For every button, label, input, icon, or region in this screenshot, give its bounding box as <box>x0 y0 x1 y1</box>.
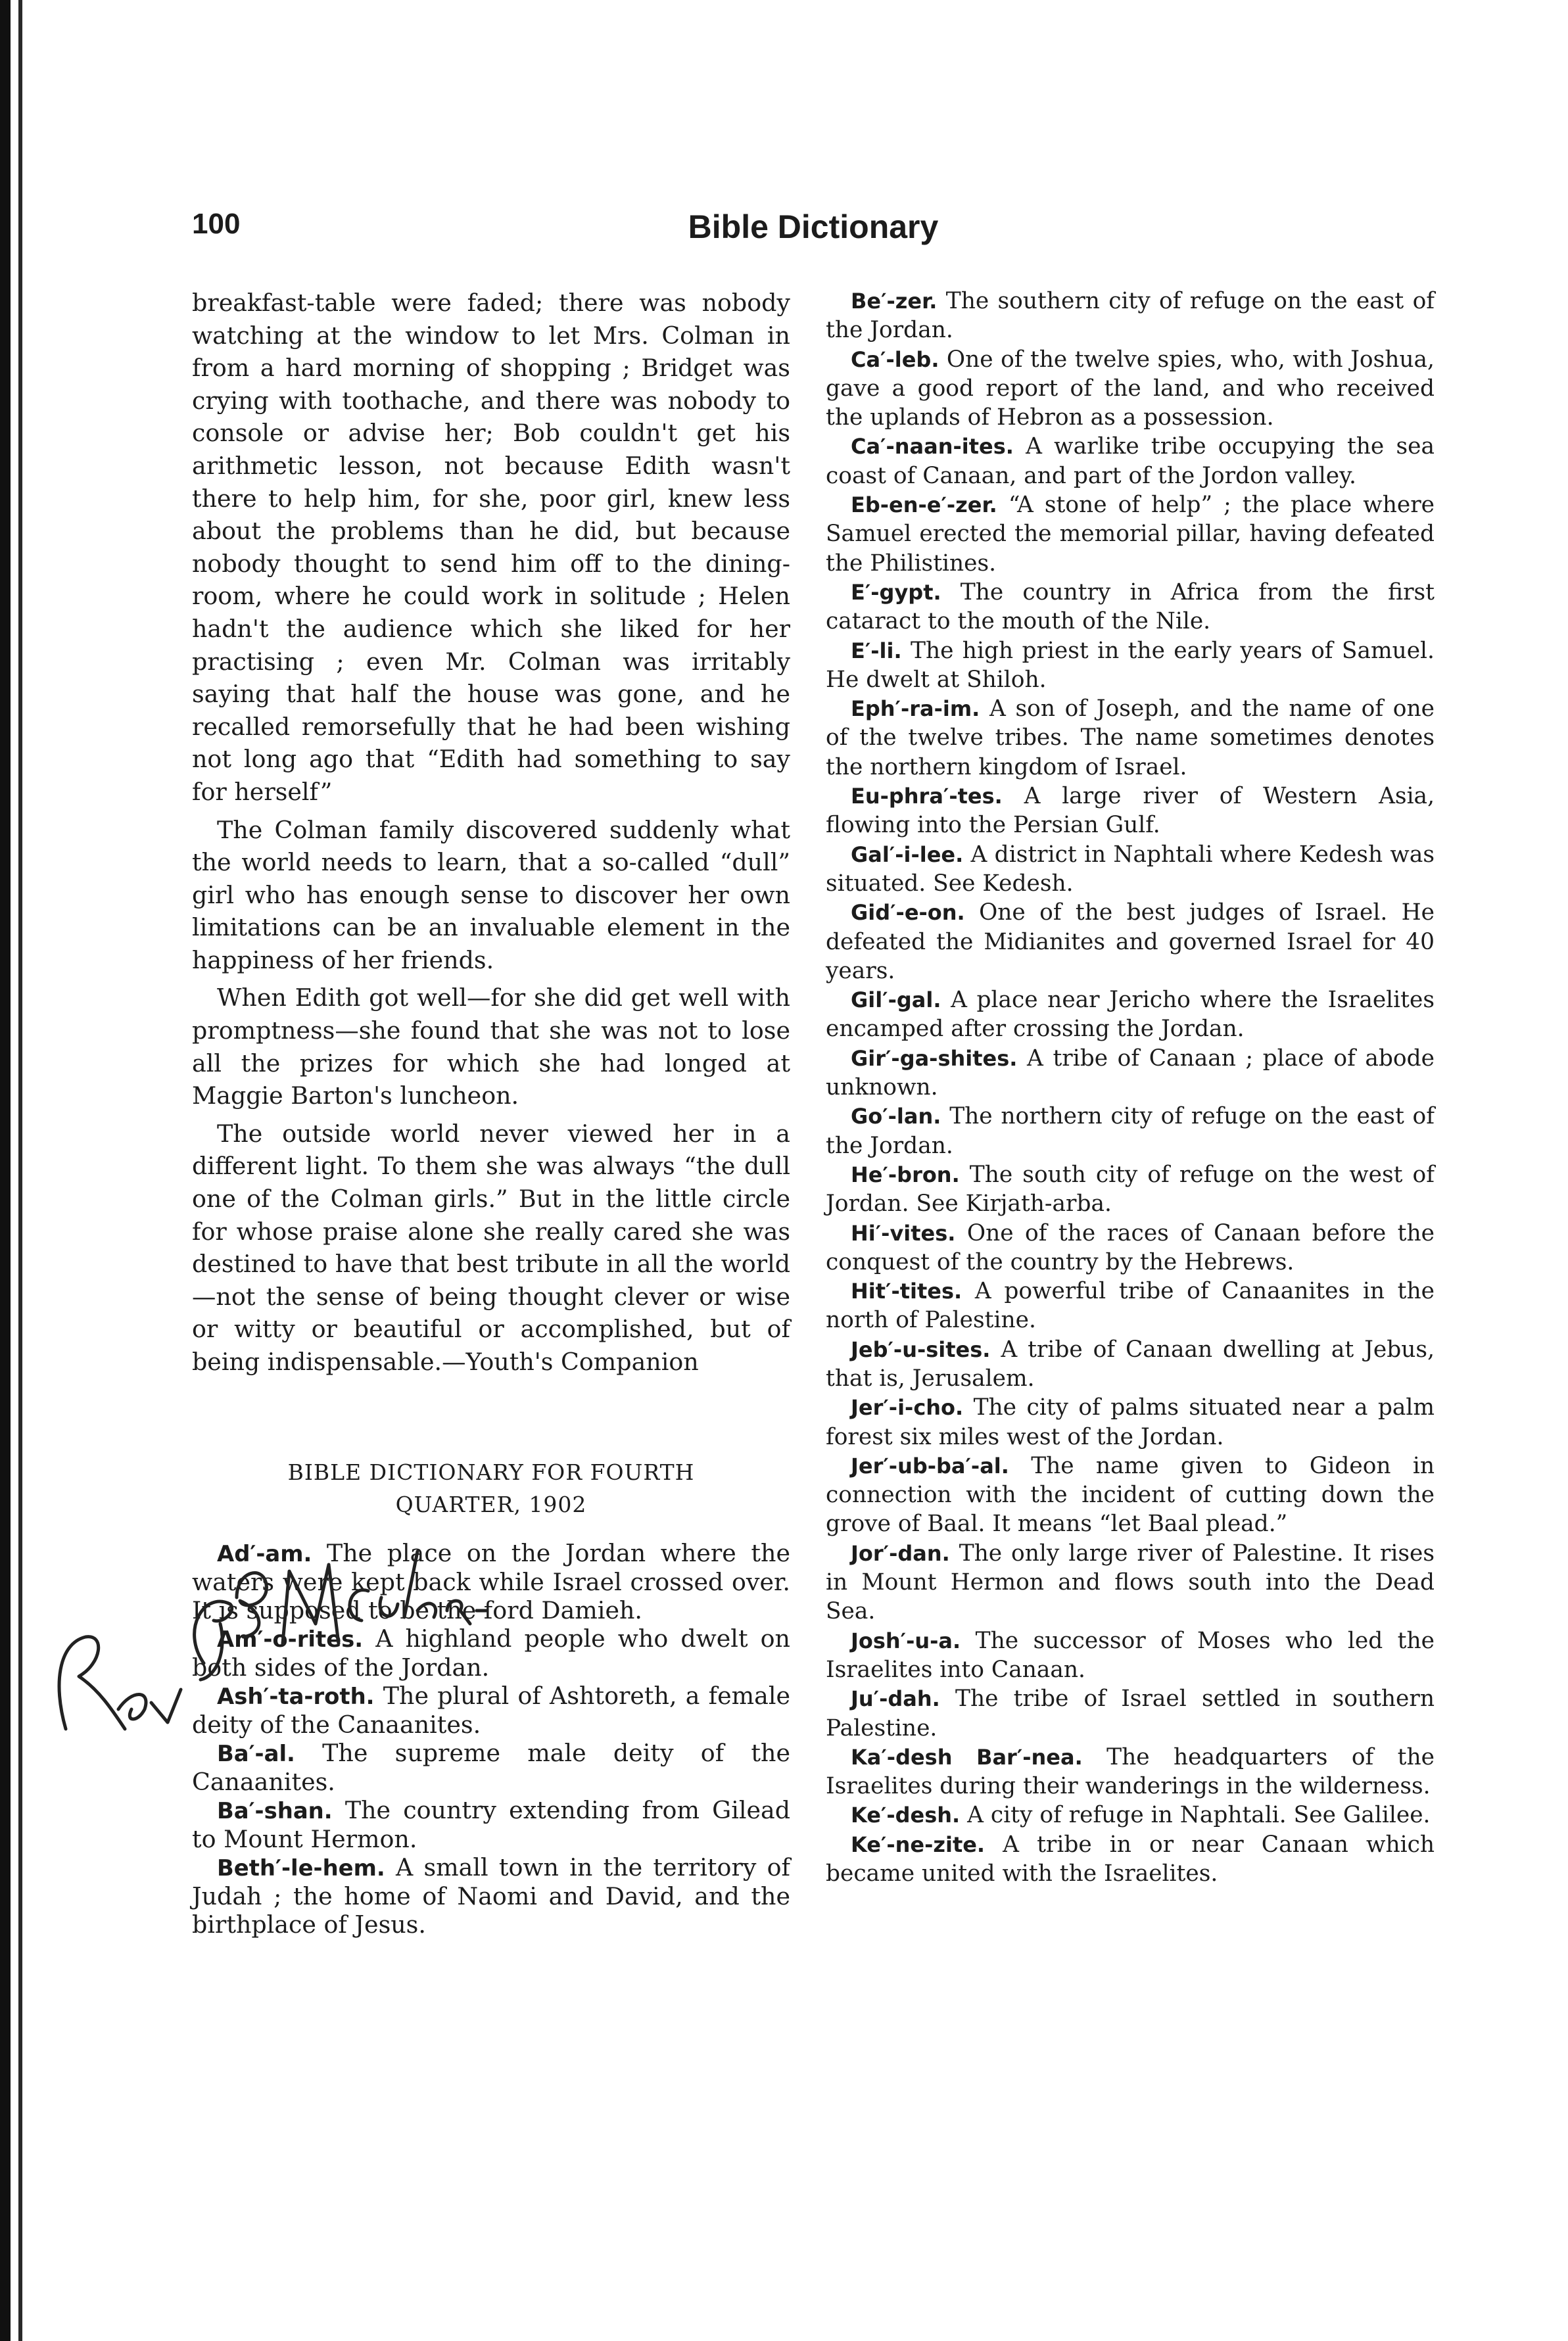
entry-definition: A place near Jericho where the Israelites encamped after crossing the Jordan. <box>826 987 1435 1043</box>
entry-term: Ke′-ne-zite. <box>851 1832 986 1857</box>
dictionary-entry <box>826 985 1435 1044</box>
handwritten-signature <box>39 1512 513 1749</box>
entry-term: Beth′-le-hem. <box>217 1855 385 1881</box>
dictionary-entry <box>826 840 1435 899</box>
entry-term: Gal′-i-lee. <box>851 841 964 867</box>
dictionary-heading-line-2: QUARTER, 1902 <box>395 1491 587 1517</box>
entry-term: Ka′-desh Bar′-nea. <box>851 1744 1083 1770</box>
dictionary-entries-right <box>826 287 1435 1888</box>
running-title: Bible Dictionary <box>688 208 939 245</box>
dictionary-entry <box>826 1539 1435 1626</box>
entry-term: Eu-phra′-tes. <box>851 784 1003 809</box>
entry-term: Josh′-u-a. <box>851 1628 961 1653</box>
entry-term: Jer′-i-cho. <box>851 1395 964 1421</box>
dictionary-entry <box>826 578 1435 636</box>
entry-definition: A city of refuge in Naphtali. See Galilee. <box>967 1802 1431 1829</box>
dictionary-entry <box>826 636 1435 695</box>
dictionary-entry <box>826 1743 1435 1801</box>
entry-definition: The high priest in the early years of Samuel. He dwelt at Shiloh. <box>826 637 1435 693</box>
entry-term: Ju′-dah. <box>851 1686 940 1712</box>
entry-definition: The southern city of refuge on the east of the Jordan. <box>826 288 1435 344</box>
entry-definition: The northern city of refuge on the east of the Jordan. <box>826 1103 1435 1159</box>
entry-term: Ba′-al. <box>217 1740 295 1766</box>
page-header <box>192 208 1435 254</box>
dictionary-entry <box>192 1853 790 1939</box>
entry-definition: A powerful tribe of Canaanites in the north of Palestine. <box>826 1278 1435 1334</box>
entry-definition: A tribe in or near Canaan which became united with the Israelites. <box>826 1831 1435 1887</box>
entry-term: Hit′-tites. <box>851 1279 962 1304</box>
story-paragraph: The Colman family discovered suddenly what the world needs to learn, that a so-called “dull” girl who has enough sense to discover her own limitations can be an invaluable element in the happiness of her friends. <box>192 815 790 974</box>
entry-definition: A warlike tribe occupying the sea coast of Canaan, and part of the Jordon valley. <box>826 433 1435 489</box>
entry-term: E′-gypt. <box>851 579 941 605</box>
dictionary-entry <box>826 432 1435 490</box>
entry-definition: The city of palms situated near a palm forest six miles west of the Jordan. <box>826 1394 1435 1450</box>
entry-definition: A district in Naphtali where Kedesh was situated. See Kedesh. <box>826 841 1435 897</box>
entry-term: Gir′-ga-shites. <box>851 1045 1018 1071</box>
dictionary-entry <box>826 1684 1435 1743</box>
entry-definition: The supreme male deity of the Canaanites. <box>192 1738 790 1796</box>
entry-term: Gid′-e-on. <box>851 900 965 926</box>
dictionary-entry <box>826 1277 1435 1335</box>
dictionary-entry <box>192 1796 790 1853</box>
dictionary-entry <box>826 782 1435 840</box>
dictionary-entry <box>826 1452 1435 1539</box>
dictionary-entry <box>826 490 1435 578</box>
entry-term: Ke′-desh. <box>851 1803 961 1828</box>
entry-term: Jor′-dan. <box>851 1540 950 1566</box>
entry-definition: A highland people who dwelt on both sides of the Jordan. <box>192 1624 790 1682</box>
dictionary-entry <box>826 1393 1435 1452</box>
dictionary-entry <box>826 1102 1435 1160</box>
left-column <box>192 287 790 2285</box>
story-paragraph: The outside world never viewed her in a different light. To them she was always “the dull one of the Colman girls.” But in the little circle for whose praise alone she really cared she was destined to have that best tribute in all the world—not the sense of being thought clever or wise or witty or beautiful or accomplished, but of being indispensable.—Youth's Companion <box>192 1119 790 1376</box>
story-continuation <box>192 287 790 1379</box>
dictionary-entry <box>826 1160 1435 1219</box>
dictionary-entry <box>826 898 1435 985</box>
entry-definition: A small town in the territory of Judah ; the home of Naomi and David, and the birthplace of Jesus. <box>192 1853 790 1939</box>
dictionary-entry <box>826 1335 1435 1394</box>
dictionary-entry <box>826 345 1435 433</box>
entry-definition: “A stone of help” ; the place where Samuel erected the memorial pillar, having defeated the Philistines. <box>826 492 1435 577</box>
right-column <box>826 287 1435 2285</box>
dictionary-entry <box>826 1219 1435 1277</box>
dictionary-entry <box>826 1830 1435 1889</box>
entry-term: E′-li. <box>851 638 902 663</box>
entry-term: He′-bron. <box>851 1162 960 1187</box>
entry-term: Eph′-ra-im. <box>851 696 980 722</box>
entry-term: Ca′-leb. <box>851 346 939 372</box>
entry-definition: The name given to Gideon in connection with the incident of cutting down the grove of Baal. It means “let Baal plead.” <box>826 1452 1435 1538</box>
entry-definition: The south city of refuge on the west of Jordan. See Kirjath-arba. <box>826 1161 1435 1218</box>
entry-term: Jeb′-u-sites. <box>851 1336 991 1362</box>
entry-definition: A tribe of Canaan ; place of abode unknown. <box>826 1045 1435 1101</box>
entry-term: Am′-o-rites. <box>217 1626 364 1652</box>
entry-definition: The successor of Moses who led the Israelites into Canaan. <box>826 1627 1435 1683</box>
story-paragraph: breakfast-table were faded; there was nobody watching at the window to let Mrs. Colman in from a hard morning of shopping ; Bridget was crying with toothache, and there was nobody to console or advise her; Bob couldn't get his arithmetic lesson, not because Edith wasn't there to help him, for she, poor girl, knew less about the problems than he did, but because nobody thought to send him off to the dining-room, where he could work in solitude ; Helen hadn't the audience which she liked for her practising ; even Mr. Colman was irritably saying that half the house was gone, and he recalled remorsefully that he had been wishing not long ago that “Edith had something to say for herself” <box>192 289 790 806</box>
entry-definition: A large river of Western Asia, flowing into the Persian Gulf. <box>826 783 1435 839</box>
entry-definition: The only large river of Palestine. It rises in Mount Hermon and flows south into the Dead Sea. <box>826 1540 1435 1625</box>
page-number: 100 <box>192 208 241 240</box>
dictionary-entry <box>826 1801 1435 1830</box>
entry-definition: The place on the Jordan where the waters were kept back while Israel crossed over. It is supposed to be the ford Damieh. <box>192 1538 790 1624</box>
dictionary-entry <box>826 1044 1435 1102</box>
entry-term: Jer′-ub-ba′-al. <box>851 1453 1009 1478</box>
entry-definition: The country in Africa from the first cataract to the mouth of the Nile. <box>826 579 1435 635</box>
entry-term: Ca′-naan-ites. <box>851 434 1014 460</box>
entry-term: Be′-zer. <box>851 289 938 314</box>
entry-definition: One of the best judges of Israel. He defeated the Midianites and governed Israel for 40 years. <box>826 899 1435 984</box>
entry-term: Ad′-am. <box>217 1540 312 1567</box>
story-paragraph: When Edith got well—for she did get well with promptness—she found that she was not to lose all the prizes for which she had longed at Maggie Barton's luncheon. <box>192 983 790 1110</box>
entry-term: Ash′-ta-roth. <box>217 1683 375 1709</box>
dictionary-entry <box>826 694 1435 782</box>
entry-definition: The country extending from Gilead to Mount Hermon. <box>192 1795 790 1853</box>
entry-term: Hi′-vites. <box>851 1220 956 1246</box>
entry-definition: One of the races of Canaan before the conquest of the country by the Hebrews. <box>826 1219 1435 1275</box>
entry-term: Gil′-gal. <box>851 987 941 1013</box>
scan-binding-edge <box>0 0 11 2341</box>
entry-definition: The tribe of Israel settled in southern Palestine. <box>826 1686 1435 1741</box>
entry-term: Eb-en-e′-zer. <box>851 492 997 518</box>
entry-definition: A son of Joseph, and the name of one of the twelve tribes. The name sometimes denotes the northern kingdom of Israel. <box>826 696 1435 780</box>
dictionary-heading <box>192 1456 790 1521</box>
dictionary-entry <box>826 287 1435 345</box>
dictionary-heading-line-1: BIBLE DICTIONARY FOR FOURTH <box>287 1459 695 1485</box>
scan-binding-shadow <box>18 0 22 2341</box>
entry-definition: The plural of Ashtoreth, a female deity of the Canaanites. <box>192 1681 790 1739</box>
entry-term: Ba′-shan. <box>217 1797 333 1824</box>
entry-term: Go′-lan. <box>851 1104 941 1129</box>
entry-definition: A tribe of Canaan dwelling at Jebus, that is, Jerusalem. <box>826 1336 1435 1392</box>
entry-definition: One of the twelve spies, who, with Joshua, gave a good report of the land, and who received the uplands of Hebron as a possession. <box>826 346 1435 431</box>
entry-definition: The headquarters of the Israelites during their wanderings in the wilderness. <box>826 1743 1435 1800</box>
dictionary-entry <box>826 1626 1435 1685</box>
